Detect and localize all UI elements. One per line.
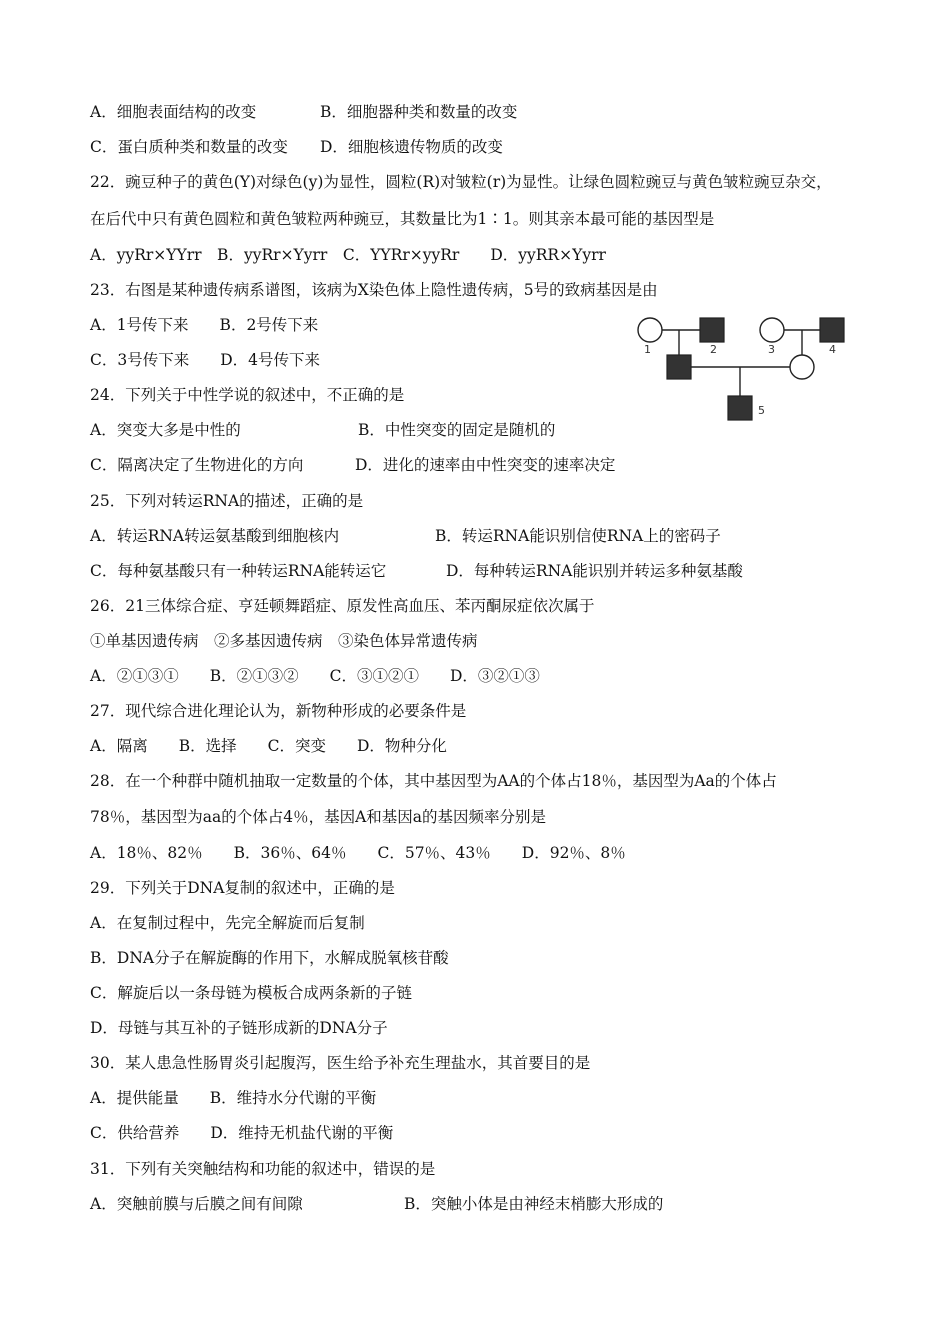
text-line: C．隔离决定了生物进化的方向 [90,456,304,474]
text-line: A．隔离 B．选择 C．突变 D．物种分化 [90,737,447,755]
text-line: C．每种氨基酸只有一种转运RNA能转运它 [90,562,387,580]
option-text: B．细胞器种类和数量的改变 [320,103,518,121]
option-text: B．中性突变的固定是随机的 [358,421,556,439]
label-2: 2 [710,343,717,356]
individual-3 [760,318,784,342]
text-line: A．②①③① B．②①③② C．③①②① D．③②①③ [90,667,540,685]
text-line: A．提供能量 B．维持水分代谢的平衡 [90,1089,377,1107]
text-line: 23．右图是某种遗传病系谱图，该病为X染色体上隐性遗传病，5号的致病基因是由 [90,281,658,299]
text-line: 27．现代综合进化理论认为，新物种形成的必要条件是 [90,702,467,720]
individual-4 [820,318,844,342]
text-line: A．1号传下来 B．2号传下来 [90,316,319,334]
text-line: A．突触前膜与后膜之间有间隙 [90,1195,303,1213]
label-3: 3 [768,343,775,356]
text-line: 25．下列对转运RNA的描述，正确的是 [90,492,364,510]
label-4: 4 [829,343,836,356]
option-text: D．细胞核遗传物质的改变 [320,138,503,156]
text-line: 24．下列关于中性学说的叙述中，不正确的是 [90,386,405,404]
text-line: C．解旋后以一条母链为模板合成两条新的子链 [90,984,412,1002]
text-line: 28．在一个种群中随机抽取一定数量的个体，其中基因型为AA的个体占18％，基因型为Aa的个体占 [90,772,777,790]
text-line: 26．21三体综合症、亨廷顿舞蹈症、原发性高血压、苯丙酮尿症依次属于 [90,597,595,615]
text-line: 29．下列关于DNA复制的叙述中，正确的是 [90,879,395,897]
text-line: B．DNA分子在解旋酶的作用下，水解成脱氧核苷酸 [90,949,449,967]
option-text: B．突触小体是由神经末梢膨大形成的 [404,1195,664,1213]
individual-II-2 [790,355,814,379]
option-text: D．每种转运RNA能识别并转运多种氨基酸 [446,562,743,580]
option-text: D．进化的速率由中性突变的速率决定 [355,456,616,474]
text-line: C．供给营养 D．维持无机盐代谢的平衡 [90,1124,394,1142]
label-5: 5 [758,404,765,417]
pedigree-chart [632,312,862,424]
text-line: 在后代中只有黄色圆粒和黄色皱粒两种豌豆，其数量比为1∶1。则其亲本最可能的基因型是 [90,210,715,228]
text-line: 30．某人患急性肠胃炎引起腹泻，医生给予补充生理盐水，其首要目的是 [90,1054,591,1072]
text-line: D．母链与其互补的子链形成新的DNA分子 [90,1019,388,1037]
text-line: C．3号传下来 D．4号传下来 [90,351,321,369]
text-line: A．18％、82％ B．36％、64％ C．57％、43％ D．92％、8％ [90,844,626,862]
text-line: C．蛋白质种类和数量的改变 [90,138,288,156]
option-text: B．转运RNA能识别信使RNA上的密码子 [435,527,721,545]
individual-2 [700,318,724,342]
text-line: 22．豌豆种子的黄色(Y)对绿色(y)为显性，圆粒(R)对皱粒(r)为显性。让绿色圆粒豌豆与黄色皱粒豌豆杂交， [90,173,832,191]
individual-II-1 [667,355,691,379]
option-text: A．突变大多是中性的 [90,421,241,439]
text-line: A．yyRr×YYrr B．yyRr×Yyrr C．YYRr×yyRr D．yyRR×Yyrr [90,246,606,264]
individual-1 [638,318,662,342]
label-1: 1 [644,343,651,356]
individual-5 [728,396,752,420]
text-line: 78％，基因型为aa的个体占4％，基因A和基因a的基因频率分别是 [90,808,547,826]
text-line: ①单基因遗传病 ②多基因遗传病 ③染色体异常遗传病 [90,632,478,650]
text-line: A．在复制过程中，先完全解旋而后复制 [90,914,365,932]
text-line: A．转运RNA转运氨基酸到细胞核内 [90,527,340,545]
text-line: A．细胞表面结构的改变 [90,103,257,121]
text-line: 31．下列有关突触结构和功能的叙述中，错误的是 [90,1160,436,1178]
